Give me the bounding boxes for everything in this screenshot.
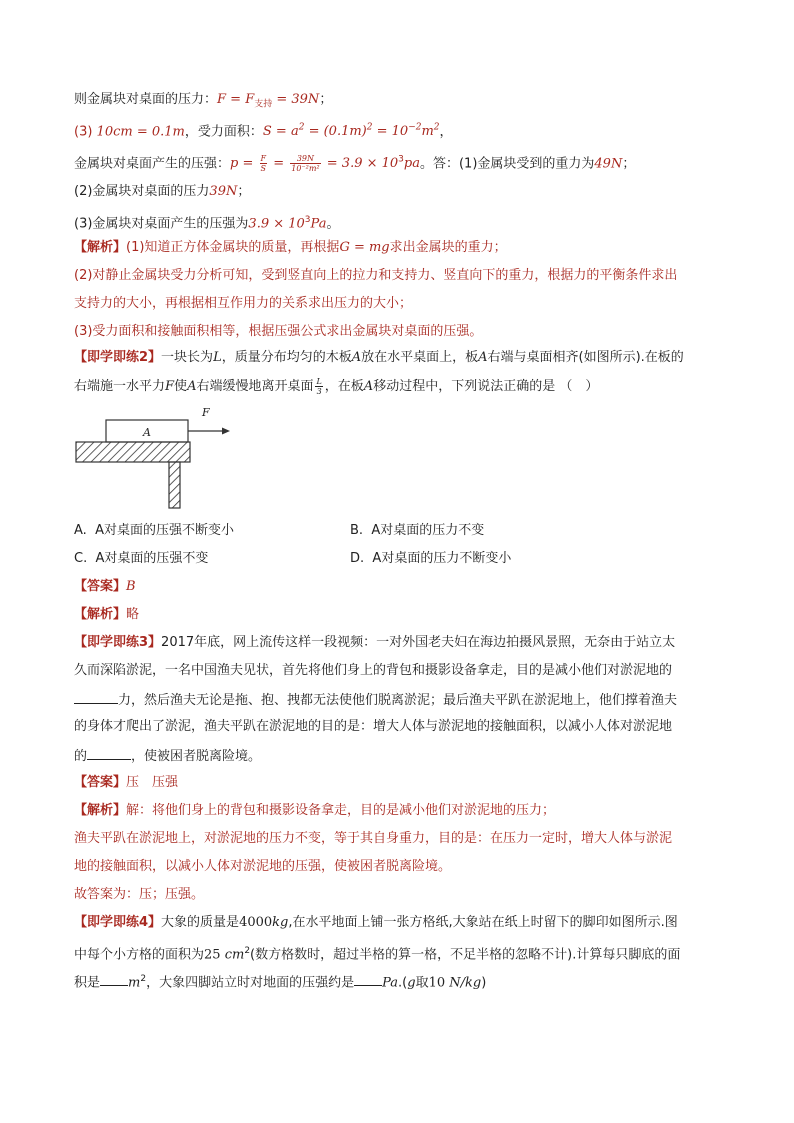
answer-3 [74,773,178,793]
unit: N/kg [449,975,482,991]
analysis-line-3: 支持力的大小，再根据相互作用力的关系求出压力的大小； [74,296,413,311]
text: 力，然后渔夫无论是拖、抱、拽都无法使他们脱离淤泥；最后渔夫平趴在淤泥地上，他们撑着渔夫 [118,693,678,708]
text: ) [481,975,487,991]
text: 右端施一水平力 [74,379,166,394]
analysis-3-line-3: 地的接触面积，以减小人体对淤泥地的压强，使被困者脱离险境。 [74,859,452,874]
formula: S = a [262,124,299,140]
formula: m [421,124,434,140]
analysis-2 [74,605,139,625]
fill-blank-2[interactable] [87,745,131,760]
text: 移动过程中，下列说法正确的是 （ ） [373,379,599,394]
text: 解：将他们身上的背包和摄影设备拿走，目的是减小他们对淤泥地的压力； [126,803,556,818]
formula: = 10 [372,124,409,140]
solution-line-1 [74,90,332,115]
option-letter: C. [74,551,88,566]
option-c[interactable] [74,549,208,569]
subscript: 支持 [254,99,273,110]
option-letter: D. [350,551,365,566]
formula: = 3.9 × 10 [322,156,399,172]
value: 3.9 × 10 [248,216,305,232]
text: .( [398,975,408,991]
unit: m [128,975,141,991]
unit: kg [272,915,289,930]
question-3-line-1 [74,633,675,653]
fraction-denominator: S [260,164,267,174]
formula: p = [230,156,258,172]
text: 中每个小方格的面积为 [74,947,205,963]
fill-blank-area[interactable] [100,971,128,986]
punct: ； [622,156,636,172]
question-4-line-3: 积是 $m^2$，大象四脚站立时对地面的压强约是 Pa.(g取10 N/kg) [74,969,486,993]
analysis-tag: 【解析】 [74,240,127,255]
question-2-line-2 [74,377,598,397]
text: 则金属块对桌面的压力： [74,92,218,107]
variable: A [351,350,362,365]
variable: F [165,379,175,394]
text: ,在水平地面上铺一张方格纸,大象站在纸上时留下的脚印如图所示.图 [288,915,678,930]
unit: Pa [310,216,327,232]
analysis-3-line-2: 渔夫平趴在淤泥地上，对淤泥地的压力不变，等于其自身重力，目的是：在压力一定时，增大人体与淤泥 [74,831,673,846]
variable: A [187,379,197,394]
analysis-tag: 【解析】 [74,607,127,622]
exponent: −2 [408,123,422,133]
formula: G = mg [339,240,390,255]
question-tag: 【即学即练4】 [74,915,162,930]
fill-blank-pressure[interactable] [354,971,382,986]
option-letter: A. [74,523,87,538]
analysis-3-line-1 [74,801,555,821]
variable: A [478,350,488,365]
punct: ， [439,124,453,140]
text: (3)金属块对桌面产生的压强为 [74,216,249,232]
fraction-numerator: 39N [290,154,320,164]
answer-2 [74,577,136,597]
text: 使 [174,379,188,394]
text: 积是 [74,975,101,991]
text: 右端与桌面相齐(如图所示).在板的 [487,350,684,365]
analysis-text: 略 [126,607,140,622]
text: 。答：(1)金属块受到的重力为 [419,156,595,172]
option-text: A对桌面的压力不变 [371,523,485,538]
formula: = (0.1m) [304,124,367,140]
fraction-numerator: L [316,377,322,386]
exponent: 3 [304,215,311,225]
text: 右端缓慢地离开桌面 [196,379,314,394]
punct: ； [237,184,251,199]
text: 一块长为 [161,350,214,365]
formula: 10cm = 0.1m [96,124,185,140]
option-letter: B. [350,523,364,538]
analysis-line-4: (3)受力面积和接触面积相等，根据压强公式求出金属块对桌面的压强。 [74,324,483,339]
value: 25 [204,947,221,963]
variable: L [213,350,222,365]
question-4-line-2: 中每个小方格的面积为25 $cm^2$(数方格数时，超过半格的算一格，不足半格的忽略不计).计算每只脚底的面 [74,946,681,963]
text: ，使被困者脱离险境。 [131,749,262,764]
analysis-line-1 [74,238,507,258]
option-d[interactable] [350,549,511,569]
solution-line-4 [74,182,250,202]
solution-line-3 [74,150,635,174]
fraction-denominator: 10⁻²m² [291,164,320,174]
answer-tag: 【答案】 [74,775,127,790]
text: (1)知道正方体金属块的质量，再根据 [126,240,340,255]
answer-tag: 【答案】 [74,579,127,594]
punct: ； [319,92,333,107]
punct: 。 [326,216,340,232]
fill-blank-1[interactable] [74,689,118,704]
option-text: A对桌面的压强不变 [95,551,209,566]
fraction-numerator: F [260,154,267,164]
text: ，在板 [324,379,364,394]
question-2-line-1 [74,348,684,368]
question-3-line-2: 久而深陷淤泥，一名中国渔夫见状，首先将他们身上的背包和摄影设备拿走，目的是减小他们对淤泥地的 [74,663,673,678]
formula: = [269,156,289,172]
unit: cm [224,947,245,963]
solution-line-2: (3) 10cm = 0.1m，受力面积：$S = a^2 = (0.1m)^2 = 10^{-2}m^2$， [74,123,453,140]
analysis-3-line-4: 故答案为：压；压强。 [74,887,205,902]
text: 取 [415,975,429,991]
variable: A [363,379,374,394]
analysis-line-2: (2)对静止金属块受力分析可知，受到竖直向上的拉力和支持力、竖直向下的重力，根据力的平衡条件求出 [74,268,678,283]
option-b[interactable] [350,521,484,541]
text: 金属块对桌面产生的压强： [74,156,231,172]
text: (3) [74,124,97,140]
option-a[interactable] [74,521,234,541]
option-text: A对桌面的压力不断变小 [372,551,512,566]
formula-value: = 39N [272,92,320,107]
table-leg [169,462,180,508]
analysis-tag: 【解析】 [74,803,127,818]
text: 大象的质量是 [161,915,240,930]
value: 49N [594,156,623,172]
question-4-line-1 [74,913,678,933]
force-label: F [202,406,210,419]
text: (数方格数时，超过半格的算一格，不足半格的忽略不计).计算每只脚底的面 [250,947,681,963]
solution-line-5 [74,210,339,234]
value: 10 [428,975,446,991]
fraction-denominator: 3 [316,387,322,396]
unit: Pa [382,975,399,991]
board-label: A [143,426,151,439]
answer-value: B [126,579,136,594]
question-tag: 【即学即练3】 [74,635,162,650]
answer-value: 压 压强 [126,775,179,790]
text: ，质量分布均匀的木板 [221,350,352,365]
board-on-table-figure [74,402,244,512]
force-arrowhead [222,428,230,435]
text: ，大象四脚站立时对地面的压强约是 [146,975,355,991]
text: 的 [74,749,88,764]
table-top [76,442,190,462]
text: 2017年底，网上流传这样一段视频：一对外国老夫妇在海边拍摄风景照，无奈由于站立太 [161,635,676,650]
option-text: A对桌面的压强不断变小 [95,523,234,538]
text: 求出金属块的重力； [389,240,507,255]
formula: F = F [217,92,255,107]
value: 4000 [239,915,273,930]
text: ，受力面积： [184,124,263,140]
unit: pa [403,156,420,172]
text: 放在水平桌面上，板 [361,350,479,365]
question-3-line-4: 的身体才爬出了淤泥，渔夫平趴在淤泥地的目的是：增大人体与淤泥地的接触面积，以减小人体对淤泥地 [74,719,673,734]
value: 39N [209,184,238,199]
question-tag: 【即学即练2】 [74,350,162,365]
question-3-line-3 [74,689,677,711]
variable: g [407,975,416,991]
exponent: 3 [398,155,404,165]
question-3-line-5 [74,745,261,767]
text: (2)金属块对桌面的压力 [74,184,210,199]
